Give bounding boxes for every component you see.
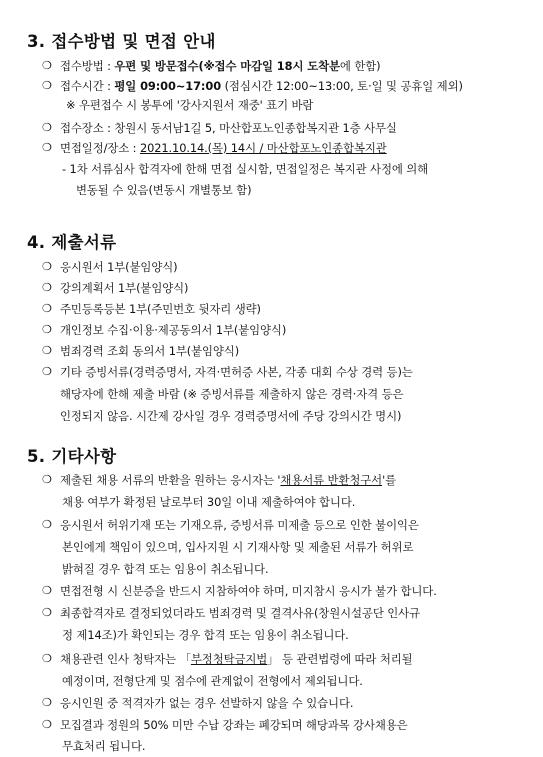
bullet-icon: ❍ bbox=[42, 59, 52, 72]
s3-item4-line2: - 1차 서류심사 합격자에 한해 면접 실시함, 면접일정은 복지관 사정에 의해 bbox=[62, 162, 429, 176]
bullet-icon: ❍ bbox=[42, 718, 52, 731]
bullet-icon: ❍ bbox=[42, 281, 52, 294]
text-segment: 면접일정/장소 : bbox=[60, 141, 140, 155]
s5-item7-line1: 모집결과 정원의 50% 미만 수납 강좌는 폐강되며 해당과목 강사채용은 bbox=[60, 718, 408, 732]
text-segment: 부정청탁금지법 bbox=[190, 652, 268, 666]
bullet-icon: ❍ bbox=[42, 344, 52, 357]
s5-item3: 면접전형 시 신분증을 반드시 지참하여야 하며, 미지참시 응시가 불가 합니다. bbox=[60, 584, 437, 598]
s5-item1-line1 bbox=[60, 472, 396, 488]
bullet-icon: ❍ bbox=[42, 121, 52, 134]
s4-item5: 범죄경력 조회 동의서 1부(붙임양식) bbox=[60, 344, 240, 358]
s3-item4-line3: 변동될 수 있음(변동시 개별통보 함) bbox=[76, 183, 252, 197]
s3-item3-line1: 접수장소 : 창원시 동서남1길 5, 마산합포노인종합복지관 1층 사무실 bbox=[60, 121, 397, 135]
bullet-icon: ❍ bbox=[42, 323, 52, 336]
text-segment: 제출된 채용 서류의 반환을 원하는 응시자는 ' bbox=[60, 473, 281, 487]
bullet-icon: ❍ bbox=[42, 652, 52, 665]
text-segment: 접수방법 : bbox=[60, 59, 115, 73]
text-segment: 평일 09:00~17:00 bbox=[114, 79, 222, 93]
s5-item4-line2: 정 제14조)가 확인되는 경우 합격 또는 임용이 취소됩니다. bbox=[62, 628, 349, 642]
text-segment: 에 한함) bbox=[339, 59, 381, 73]
s4-item6-line3: 인정되지 않음. 시간제 강사일 경우 경력증명서에 주당 강의시간 명시) bbox=[60, 409, 402, 423]
bullet-icon: ❍ bbox=[42, 473, 52, 486]
s4-item4: 개인정보 수집·이용·제공동의서 1부(붙임양식) bbox=[60, 323, 287, 337]
s3-item4-line1 bbox=[60, 140, 387, 156]
bullet-icon: ❍ bbox=[42, 606, 52, 619]
s3-item2-line2: ※ 우편접수 시 봉투에 '강사지원서 재중' 표기 바람 bbox=[66, 98, 314, 112]
bullet-icon: ❍ bbox=[42, 518, 52, 531]
s3-item2-line1 bbox=[60, 78, 463, 94]
s5-item2-line3: 밝혀질 경우 합격 또는 임용이 취소됩니다. bbox=[62, 562, 269, 576]
text-segment: 접수시간 : bbox=[60, 79, 115, 93]
section-5-heading: 5. 기타사항 bbox=[27, 447, 117, 466]
text-segment: 채용관련 인사 청탁자는 「 bbox=[60, 652, 191, 666]
text-segment: 우편 및 방문접수(※접수 마감일 18시 도착분 bbox=[114, 59, 340, 73]
bullet-icon: ❍ bbox=[42, 365, 52, 378]
s5-item5-line1 bbox=[60, 651, 413, 667]
s5-item4-line1: 최종합격자로 결정되었더라도 범죄경력 및 결격사유(창원시설공단 인사규 bbox=[60, 606, 420, 620]
bullet-icon: ❍ bbox=[42, 696, 52, 709]
text-segment: 」 등 관련법령에 따라 처리될 bbox=[267, 652, 413, 666]
bullet-icon: ❍ bbox=[42, 141, 52, 154]
s5-item7-line2: 무효처리 됩니다. bbox=[62, 739, 146, 753]
s3-item1-line1 bbox=[60, 58, 381, 74]
bullet-icon: ❍ bbox=[42, 79, 52, 92]
section-3-heading: 3. 접수방법 및 면접 안내 bbox=[27, 32, 216, 51]
text-segment: (점심시간 12:00~13:00, 토·일 및 공휴일 제외) bbox=[221, 79, 463, 93]
s4-item1: 응시원서 1부(붙임양식) bbox=[60, 260, 178, 274]
s5-item2-line2: 본인에게 책임이 있으며, 입사지원 시 기재사항 및 제출된 서류가 허위로 bbox=[62, 540, 414, 554]
s5-item6: 응시인원 중 적격자가 없는 경우 선발하지 않을 수 있습니다. bbox=[60, 696, 354, 710]
s4-item2: 강의계획서 1부(붙임양식) bbox=[60, 281, 189, 295]
s5-item5-line2: 예정이며, 전형단계 및 점수에 관계없이 전형에서 제외됩니다. bbox=[62, 674, 363, 688]
s4-item6-line2: 해당자에 한해 제출 바람 (※ 증빙서류를 제출하지 않은 경력·자격 등은 bbox=[60, 387, 404, 401]
section-4-heading: 4. 제출서류 bbox=[27, 233, 117, 252]
s5-item1-line2: 채용 여부가 확정된 날로부터 30일 이내 제출하여야 합니다. bbox=[62, 495, 356, 509]
text-segment: '를 bbox=[382, 473, 397, 487]
text-segment: 2021.10.14.(목) 14시 / 마산합포노인종합복지관 bbox=[139, 141, 387, 155]
s5-item2-line1: 응시원서 허위기재 또는 기재오류, 증빙서류 미제출 등으로 인한 불이익은 bbox=[60, 518, 419, 532]
s4-item3: 주민등록등본 1부(주민번호 뒷자리 생략) bbox=[60, 302, 261, 316]
s4-item6-line1: 기타 증빙서류(경력증명서, 자격·면허증 사본, 각종 대회 수상 경력 등)는 bbox=[60, 365, 413, 379]
bullet-icon: ❍ bbox=[42, 260, 52, 273]
bullet-icon: ❍ bbox=[42, 302, 52, 315]
bullet-icon: ❍ bbox=[42, 584, 52, 597]
text-segment: 채용서류 반환청구서 bbox=[280, 473, 383, 487]
